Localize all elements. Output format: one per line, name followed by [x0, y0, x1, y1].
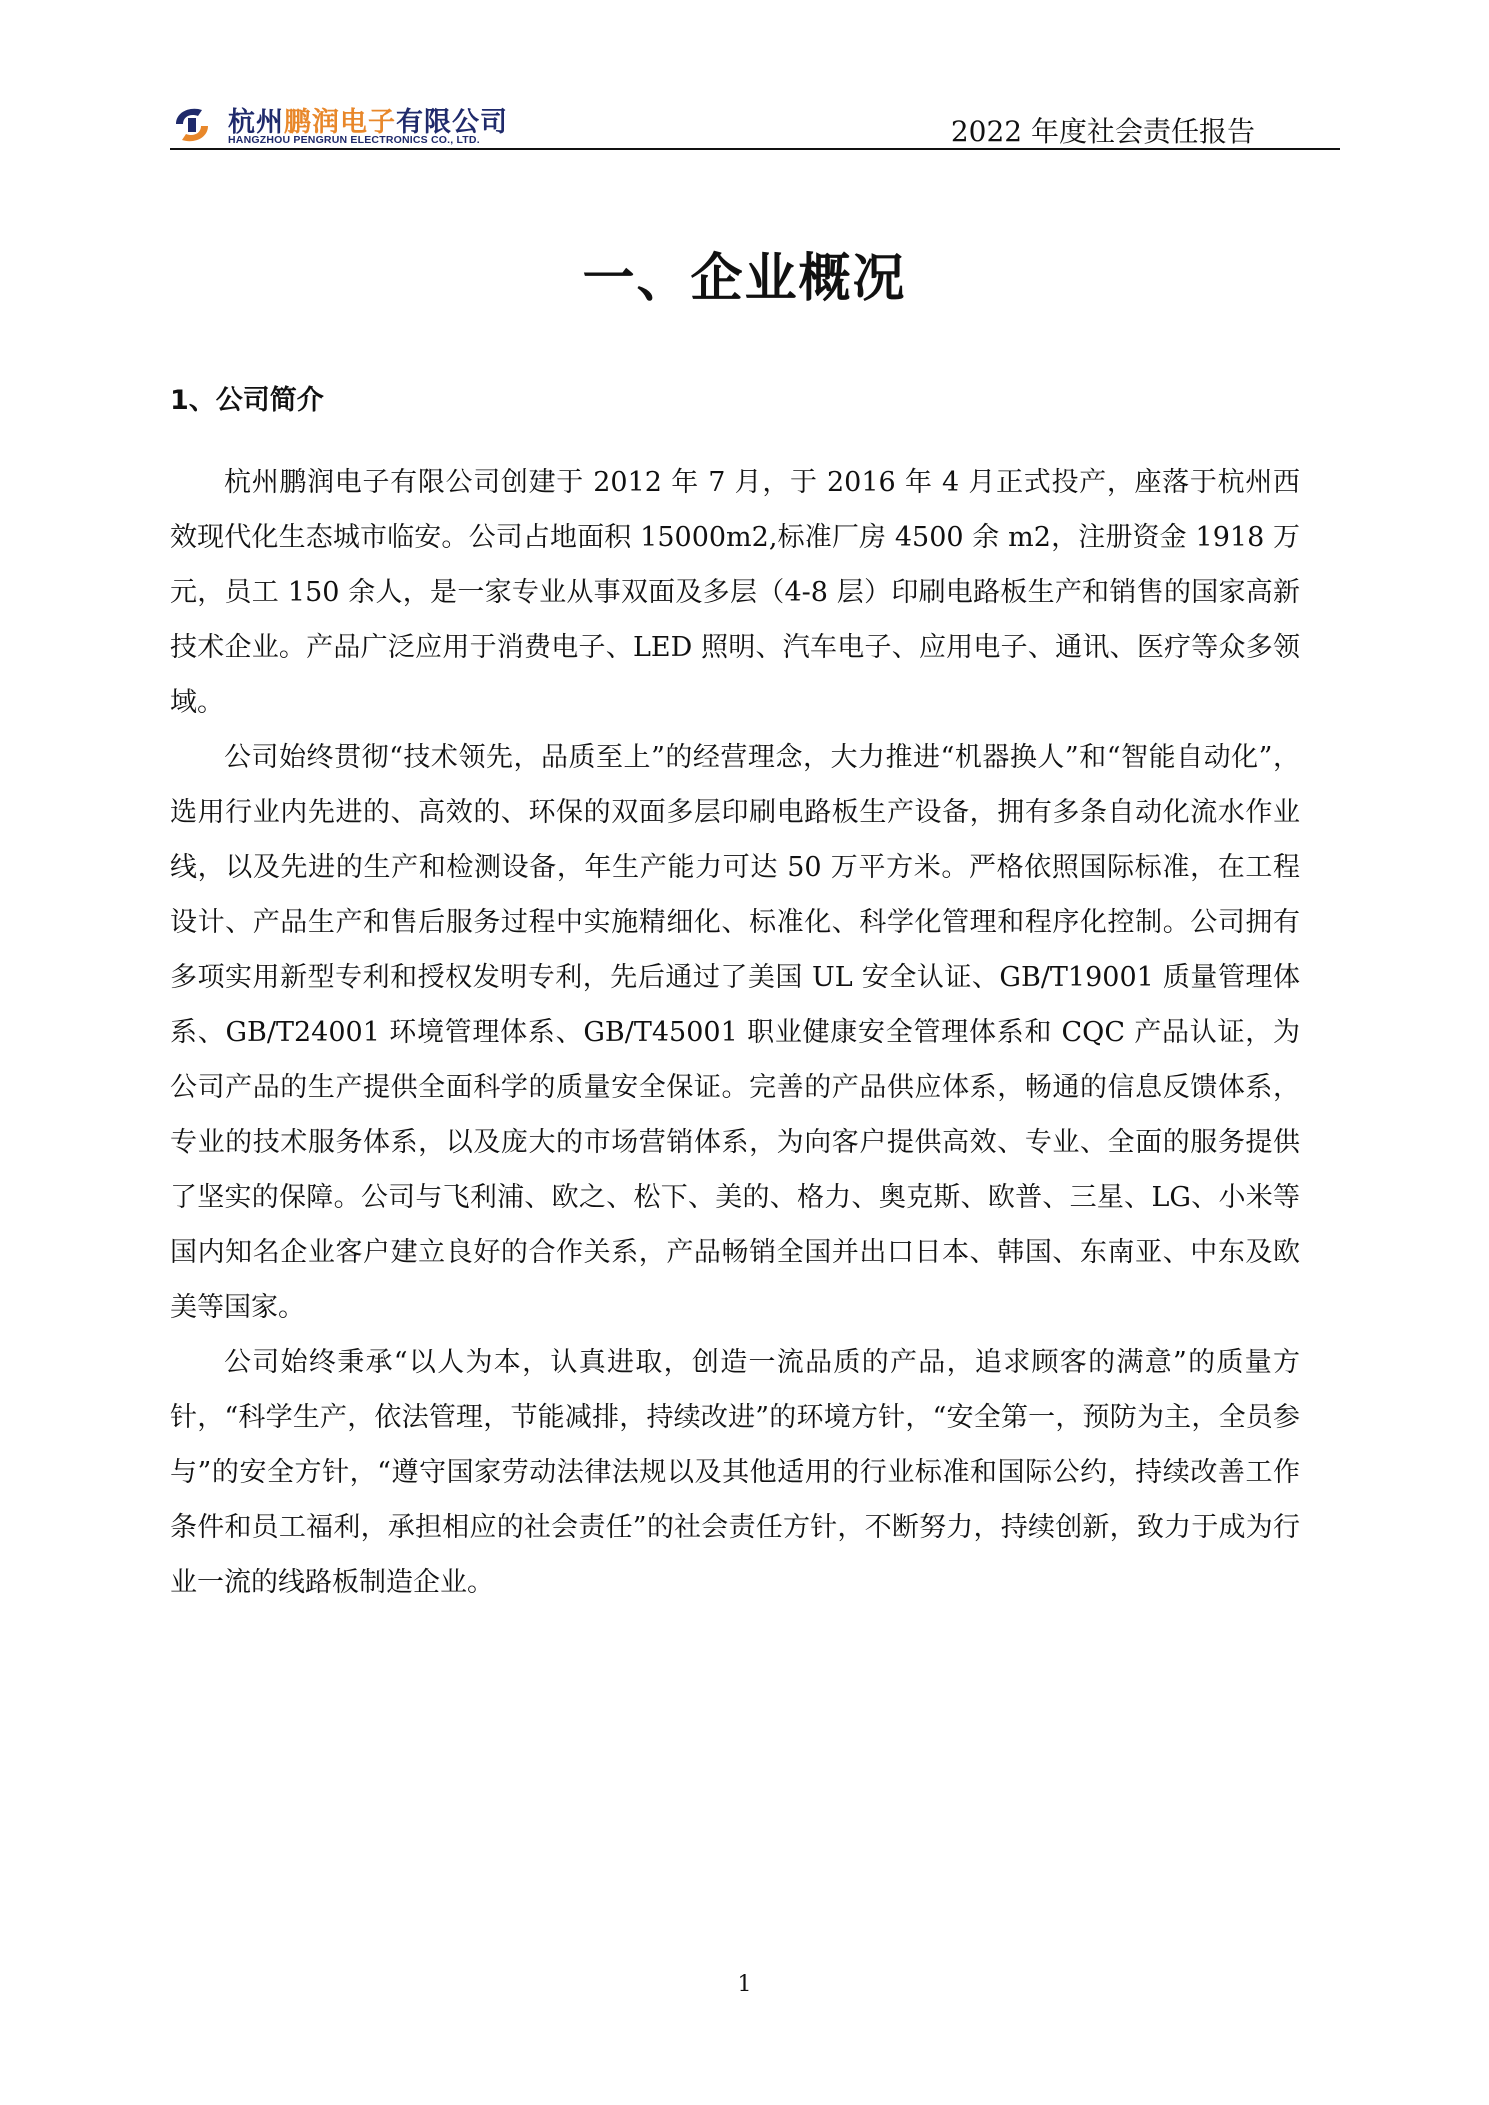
paragraph-intro: 杭州鹏润电子有限公司创建于 2012 年 7 月，于 2016 年 4 月正式投产，座落于杭州西效现代化生态城市临安。公司占地面积 15000m2,标准厂房 4500 余 m2，注册资金 1918 万元，员工 150 余人，是一家专业从事双面及多层（4-8 层）印刷电路板生产和销售的国家高新技术企业。产品广泛应用于消费电子、LED 照明、汽车电子、应用电子、通讯、医疗等众多领域。	[170, 467, 1300, 718]
page-number: 1	[737, 1972, 752, 1997]
section-heading: 1、公司简介	[170, 385, 324, 416]
logo-cn-accent: 鹏润电子	[284, 107, 396, 138]
report-title: 2022 年度社会责任报告	[950, 115, 1255, 148]
company-logo	[170, 100, 530, 150]
logo-cn-main: 杭州	[228, 107, 284, 138]
paragraph-philosophy: 公司始终贯彻“技术领先，品质至上”的经营理念，大力推进“机器换人”和“智能自动化”，选用行业内先进的、高效的、环保的双面多层印刷电路板生产设备，拥有多条自动化流水作业线，以及先进的生产和检测设备，年生产能力可达 50 万平方米。严格依照国际标准，在工程设计、产品生产和售后服务过程中实施精细化、标准化、科学化管理和程序化控制。公司拥有多项实用新型专利和授权发明专利，先后通过了美国 UL 安全认证、GB/T19001 质量管理体系、GB/T24001 环境管理体系、GB/T45001 职业健康安全管理体系和 CQC 产品认证，为公司产品的生产提供全面科学的质量安全保证。完善的产品供应体系，畅通的信息反馈体系，专业的技术服务体系，以及庞大的市场营销体系，为向客户提供高效、专业、全面的服务提供了坚实的保障。公司与飞利浦、欧之、松下、美的、格力、奥克斯、欧普、三星、LG、小米等国内知名企业客户建立良好的合作关系，产品畅销全国并出口日本、韩国、东南亚、中东及欧美等国家。	[170, 742, 1300, 1323]
company-logo-icon	[170, 104, 214, 146]
header-divider	[170, 148, 1340, 150]
logo-company-name-en: HANGZHOU PENGRUN ELECTRONICS CO., LTD.	[228, 134, 480, 146]
body-text	[170, 455, 1300, 1610]
chapter-title: 一、企业概况	[582, 249, 907, 309]
logo-cn-tail: 有限公司	[396, 107, 508, 138]
page-header	[170, 100, 1340, 152]
paragraph-policies: 公司始终秉承“以人为本，认真进取，创造一流品质的产品，追求顾客的满意”的质量方针，“科学生产，依法管理，节能减排，持续改进”的环境方针，“安全第一，预防为主，全员参与”的安全方针，“遵守国家劳动法律法规以及其他适用的行业标准和国际公约，持续改善工作条件和员工福利，承担相应的社会责任”的社会责任方针，不断努力，持续创新，致力于成为行业一流的线路板制造企业。	[170, 1347, 1300, 1598]
